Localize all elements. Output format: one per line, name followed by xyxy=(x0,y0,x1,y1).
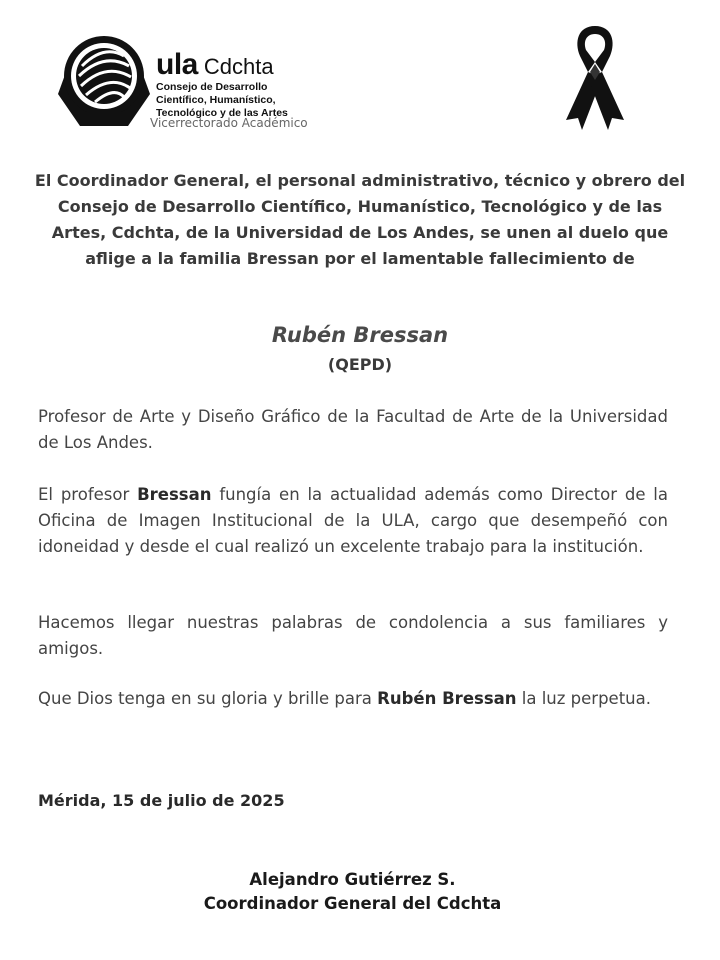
signature-name: Alejandro Gutiérrez S. xyxy=(249,870,456,889)
paragraph-role-post: fungía en la actualidad además como Director de la Oficina de Imagen Institucional de la ULA, cargo que desempeñó con idoneidad y desde el cual realizó un excelente trabajo para la institución. xyxy=(38,485,668,556)
qepd-label: (QEPD) xyxy=(327,355,393,374)
paragraph-role-surname: Bressan xyxy=(137,485,212,504)
logo-line-1: Consejo de Desarrollo xyxy=(156,81,268,93)
date-line: Mérida, 15 de julio de 2025 xyxy=(38,791,285,810)
deceased-name: Rubén Bressan xyxy=(271,323,449,347)
cdchta-logo xyxy=(58,32,328,132)
logo-vicerrectorado: Vicerrectorado Académico xyxy=(150,116,308,130)
paragraph-profession: Profesor de Arte y Diseño Gráfico de la Facultad de Arte de la Universidad de Los Andes. xyxy=(38,407,668,452)
paragraph-prayer-name: Rubén Bressan xyxy=(377,689,517,708)
intro-text: El Coordinador General, el personal administrativo, técnico y obrero del Consejo de Desarrollo Científico, Humanístico, Tecnológico y de las Artes, Cdchta, de la Universidad de Los Andes, se unen al duelo que aflige a la familia Bressan por el lamentable fallecimiento de xyxy=(34,171,686,268)
paragraph-prayer xyxy=(38,686,668,712)
logo-ula: ula xyxy=(156,48,198,81)
logo-text xyxy=(156,50,288,119)
paragraph-prayer-pre: Que Dios tenga en su gloria y brille para xyxy=(38,689,378,708)
paragraph-prayer-post: la luz perpetua. xyxy=(516,689,651,708)
signature-block xyxy=(0,868,705,916)
ula-emblem-icon xyxy=(58,32,150,128)
logo-line-2: Científico, Humanístico, xyxy=(156,94,276,106)
paragraph-role-pre: El profesor xyxy=(38,485,138,504)
logo-cdchta: Cdchta xyxy=(203,54,274,79)
paragraph-condolences: Hacemos llegar nuestras palabras de condolencia a sus familiares y amigos. xyxy=(38,613,668,658)
paragraph-role xyxy=(38,482,668,560)
mourning-ribbon-icon xyxy=(560,20,630,132)
signature-title: Coordinador General del Cdchta xyxy=(203,894,502,913)
logo-line-3: Tecnológico y de las Artes xyxy=(156,107,288,119)
